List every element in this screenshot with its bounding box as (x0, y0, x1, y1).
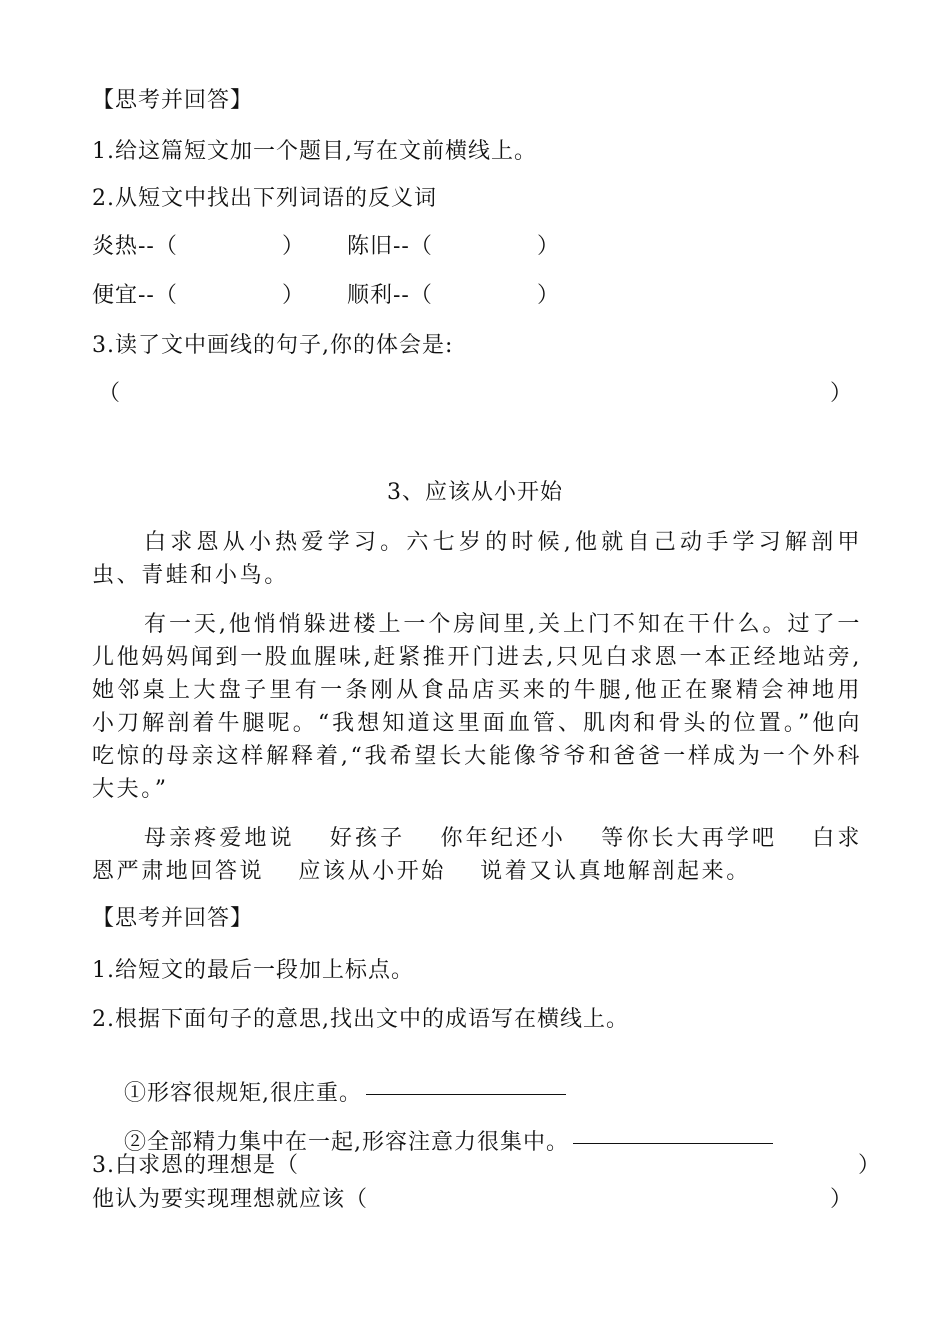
section2-question-3b: 他认为要实现理想就应该（ (92, 1187, 369, 1212)
antonym-word: 顺利--（ (347, 283, 433, 308)
answer-blank-line (366, 1094, 566, 1095)
section2-heading: 【思考并回答】 (92, 906, 254, 931)
answer-close-paren: ） (830, 1187, 853, 1212)
section2-question-2: 2.根据下面句子的意思,找出文中的成语写在横线上。 (92, 1007, 629, 1032)
section2-question-3a: 3.白求恩的理想是（ (92, 1153, 299, 1178)
story-paragraph-1: 白求恩从小热爱学习。六七岁的时候,他就自己动手学习解剖甲虫、青蛙和小鸟。 (92, 530, 862, 588)
section1-question-2: 2.从短文中找出下列词语的反义词 (92, 186, 437, 211)
antonym-word: 炎热--（ (92, 234, 178, 259)
section2-question-1: 1.给短文的最后一段加上标点。 (92, 958, 414, 983)
antonym-word: 便宜--（ (92, 283, 178, 308)
section1-question-3: 3.读了文中画线的句子,你的体会是: (92, 333, 454, 358)
antonym-close-paren: ） (282, 234, 305, 259)
antonym-close-paren: ） (282, 283, 305, 308)
story-paragraph-2: 有一天,他悄悄躲进楼上一个房间里,关上门不知在干什么。过了一儿他妈妈闻到一股血腥味,赶紧推开门进去,只见白求恩一本正经地站旁,她邻桌上大盘子里有一条刚从食品店买来的牛腿,他正在聚精会神地用小刀解剖着牛腿呢。“我想知道这里面血管、肌肉和骨头的位置。”他向吃惊的母亲这样解释着,“我希望长大能像爷爷和爸爸一样成为一个外科大夫。” (92, 612, 862, 802)
answer-open-paren: （ (98, 381, 121, 406)
answer-close-paren: ） (858, 1153, 881, 1178)
section1-question-1: 1.给这篇短文加一个题目,写在文前横线上。 (92, 139, 537, 164)
antonym-close-paren: ） (537, 234, 560, 259)
answer-blank-line (573, 1143, 773, 1144)
story-title: 3、应该从小开始 (387, 480, 563, 505)
story-paragraph-3: 母亲疼爱地说 好孩子 你年纪还小 等你长大再学吧 白求恩严肃地回答说 应该从小开始 说着又认真地解剖起来。 (92, 826, 862, 884)
answer-close-paren: ） (830, 381, 853, 406)
idiom-item-2-text: ②全部精力集中在一起,形容注意力很集中。 (123, 1130, 569, 1155)
idiom-item-1-text: ①形容很规矩,很庄重。 (123, 1081, 362, 1106)
section1-heading: 【思考并回答】 (92, 88, 254, 113)
antonym-close-paren: ） (537, 283, 560, 308)
antonym-word: 陈旧--（ (347, 234, 433, 259)
